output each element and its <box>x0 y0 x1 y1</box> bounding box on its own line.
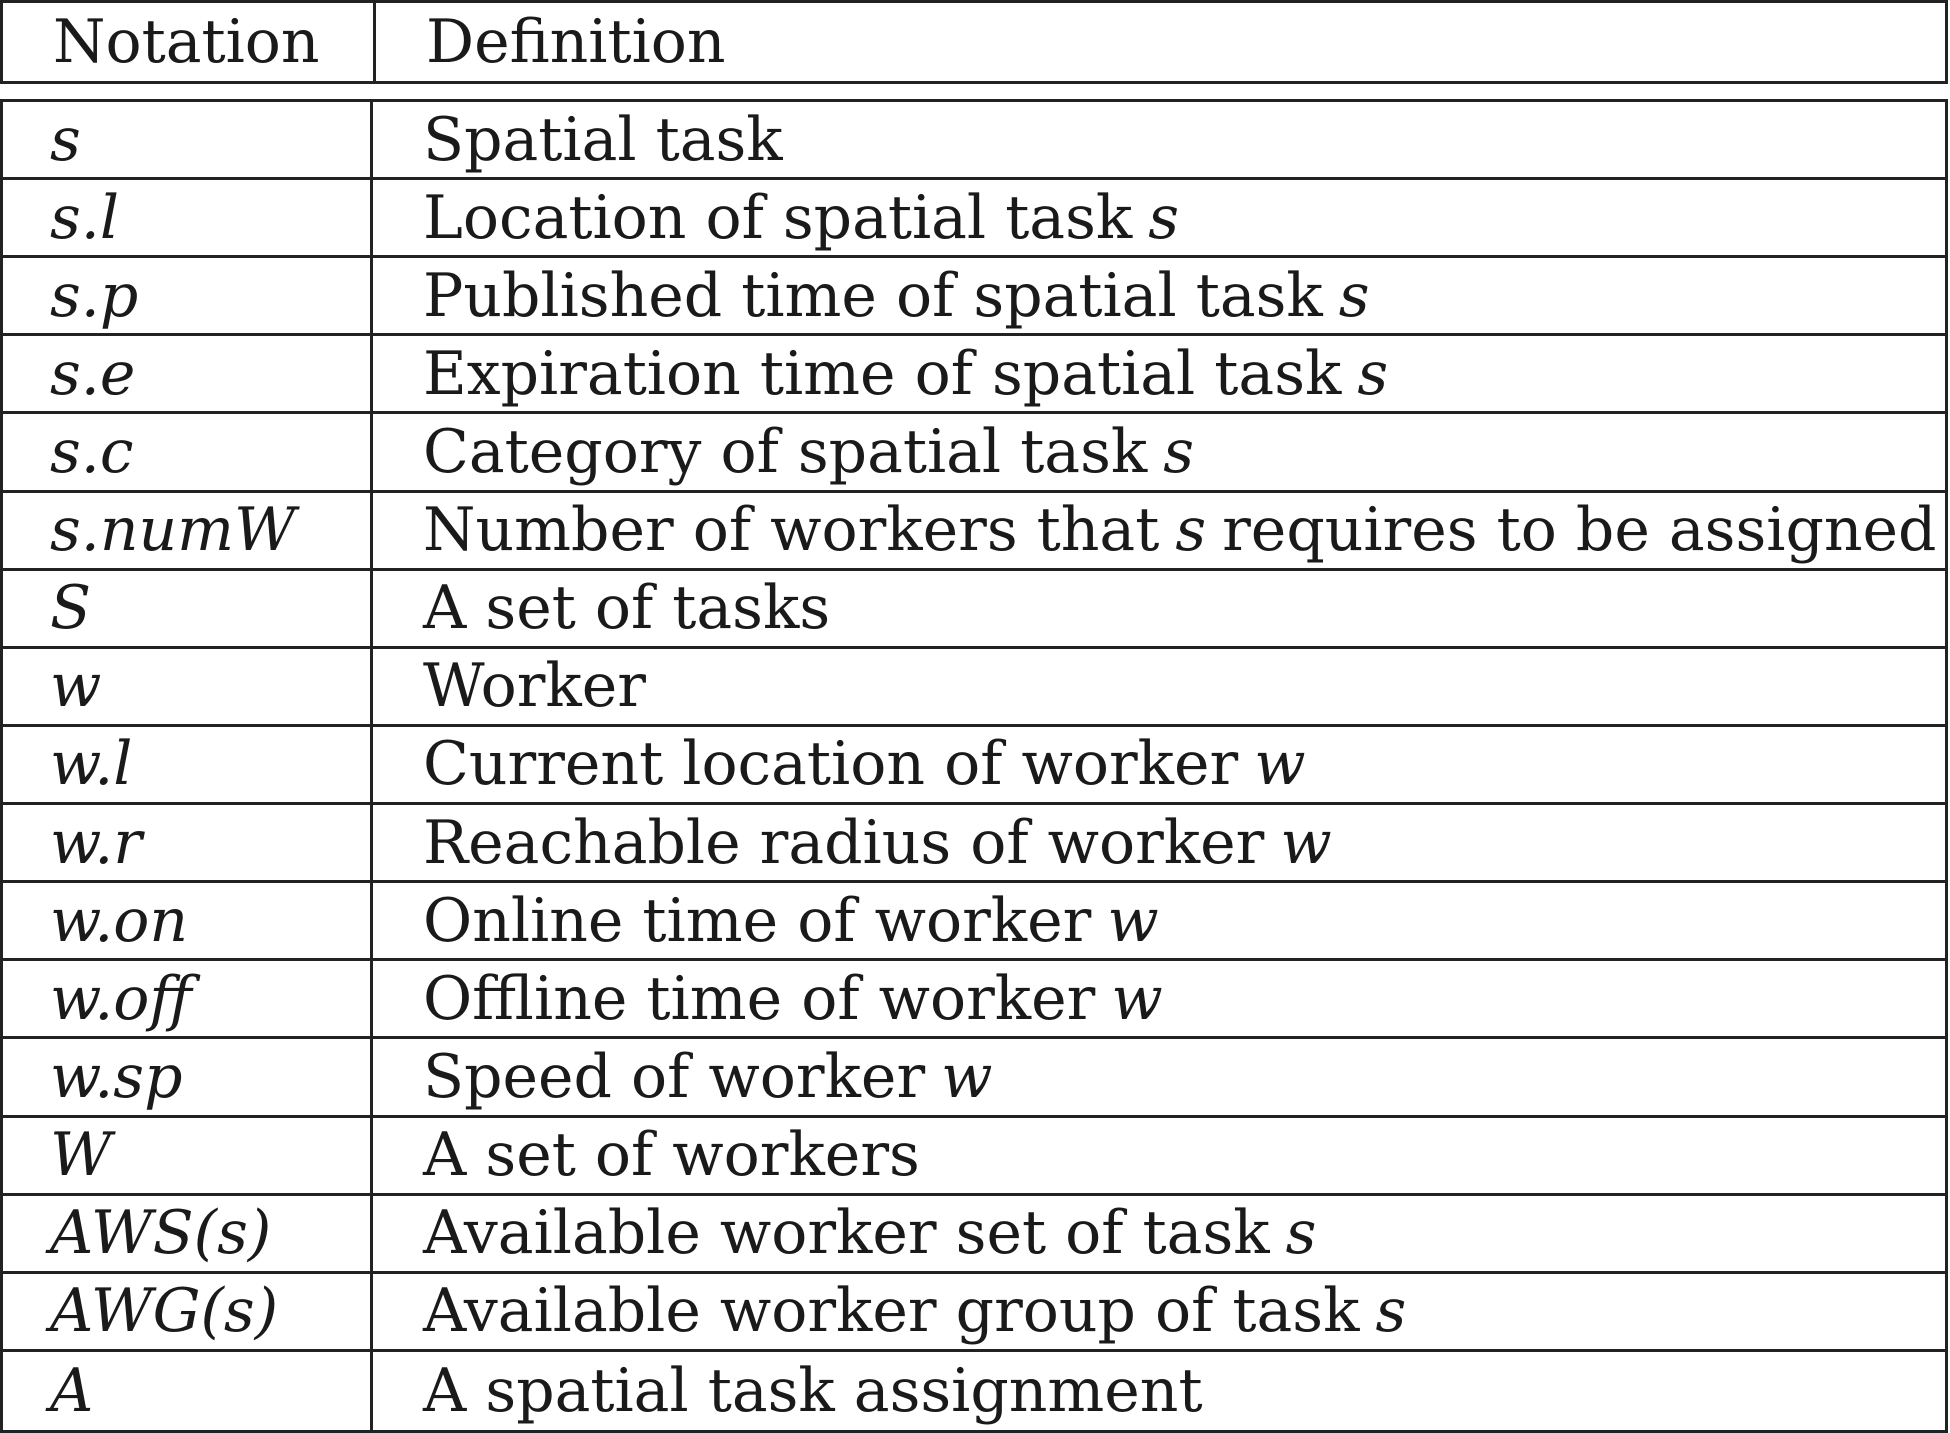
definition-cell <box>373 1352 1948 1430</box>
notation-cell: s.numW <box>0 493 373 568</box>
definition-cell <box>373 493 1948 568</box>
table-row <box>0 493 1948 571</box>
table-row <box>0 649 1948 727</box>
notation-cell: s.e <box>0 336 373 411</box>
table-row <box>0 961 1948 1039</box>
definition-cell <box>373 1039 1948 1114</box>
table-row <box>0 571 1948 649</box>
notation-cell: w <box>0 649 373 724</box>
notation-cell: s <box>0 102 373 177</box>
notation-cell: w.l <box>0 727 373 802</box>
definition-cell <box>373 1196 1948 1271</box>
definition-text: Category of spatial task <box>423 417 1148 488</box>
definition-text: Spatial task <box>423 104 783 175</box>
definition-variable: s <box>1285 1198 1317 1269</box>
definition-cell <box>373 180 1948 255</box>
notation-cell: AWG(s) <box>0 1274 373 1349</box>
table-row <box>0 1274 1948 1352</box>
definition-cell <box>373 649 1948 724</box>
table-row <box>0 1118 1948 1196</box>
definition-variable: s <box>1163 417 1195 488</box>
definition-cell <box>373 258 1948 333</box>
definition-cell <box>373 805 1948 880</box>
header-notation: Notation <box>3 3 376 81</box>
definition-text: Expiration time of spatial task <box>423 338 1342 409</box>
definition-variable: s <box>1148 182 1180 253</box>
definition-variable: s <box>1175 495 1207 566</box>
table-row <box>0 883 1948 961</box>
table-row <box>0 102 1948 180</box>
definition-text: Location of spatial task <box>423 182 1133 253</box>
definition-variable: w <box>1254 729 1306 800</box>
definition-variable: s <box>1338 260 1370 331</box>
definition-text: A spatial task assignment <box>423 1355 1203 1426</box>
table-row <box>0 1196 1948 1274</box>
definition-cell <box>373 1274 1948 1349</box>
notation-cell: w.sp <box>0 1039 373 1114</box>
definition-text: Online time of worker <box>423 885 1092 956</box>
table-row <box>0 336 1948 414</box>
definition-cell <box>373 961 1948 1036</box>
definition-text: Worker <box>423 651 646 722</box>
table-row <box>0 727 1948 805</box>
definition-cell <box>373 883 1948 958</box>
definition-text: Speed of worker <box>423 1041 926 1112</box>
definition-variable: w <box>1107 885 1159 956</box>
notation-cell: s.l <box>0 180 373 255</box>
definition-cell <box>373 1118 1948 1193</box>
definition-cell <box>373 336 1948 411</box>
definition-cell <box>373 727 1948 802</box>
table-row <box>0 1039 1948 1117</box>
definition-text: Available worker group of task <box>423 1276 1360 1347</box>
definition-text: A set of tasks <box>423 573 831 644</box>
definition-variable: w <box>1280 807 1332 878</box>
definition-cell <box>373 102 1948 177</box>
header-definition: Definition <box>426 7 726 77</box>
definition-variable: w <box>941 1041 993 1112</box>
definition-text-tail: requires to be assigned <box>1222 495 1937 566</box>
notation-cell: s.c <box>0 414 373 489</box>
definition-text: Current location of worker <box>423 729 1239 800</box>
definition-text: Reachable radius of worker <box>423 807 1265 878</box>
definition-text: Offline time of worker <box>423 963 1096 1034</box>
table-body <box>0 99 1948 1433</box>
notation-cell: A <box>0 1352 373 1430</box>
notation-cell: w.r <box>0 805 373 880</box>
notation-cell: W <box>0 1118 373 1193</box>
definition-variable: s <box>1375 1276 1407 1347</box>
table-row <box>0 805 1948 883</box>
notation-cell: w.on <box>0 883 373 958</box>
definition-cell <box>373 414 1948 489</box>
table-header-row <box>0 0 1948 84</box>
definition-variable: w <box>1111 963 1163 1034</box>
definition-text: Published time of spatial task <box>423 260 1323 331</box>
notation-cell: w.off <box>0 961 373 1036</box>
definition-text: A set of workers <box>423 1120 920 1191</box>
definition-text: Number of workers that <box>423 495 1160 566</box>
definition-text: Available worker set of task <box>423 1198 1270 1269</box>
table-row <box>0 1352 1948 1430</box>
table-row <box>0 180 1948 258</box>
definition-variable: s <box>1357 338 1389 409</box>
notation-cell: S <box>0 571 373 646</box>
notation-cell: AWS(s) <box>0 1196 373 1271</box>
table-row <box>0 258 1948 336</box>
notation-cell: s.p <box>0 258 373 333</box>
table-row <box>0 414 1948 492</box>
definition-cell <box>373 571 1948 646</box>
